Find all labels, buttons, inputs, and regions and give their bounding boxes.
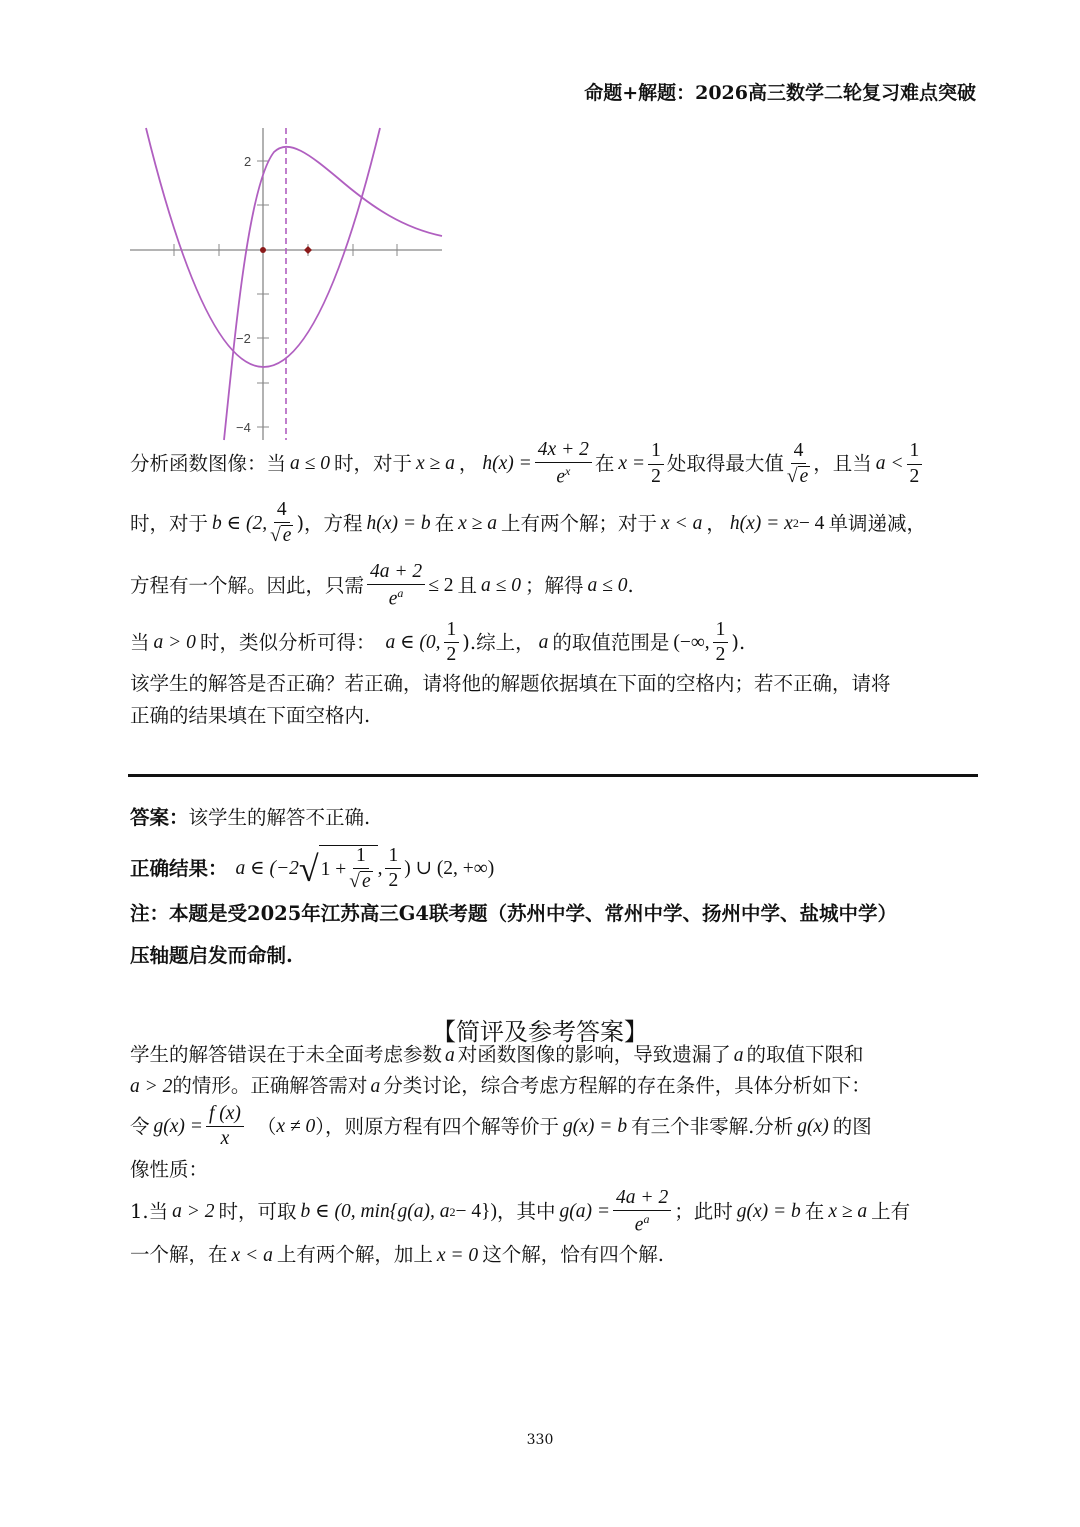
review-line-6: 一个解，在 x < a 上有两个解，加上 x = 0 这个解，恰有四个解. [130, 1243, 664, 1266]
analysis-line-1: 分析函数图像：当 a ≤ 0 时，对于 x ≥ a ， h(x) = $\frac{4x + 2}{e^x}$ 在 x = $\frac{1}{2}$ 处取得最大值 $\frac{4}{√ e}$ ，且当 a < $\frac{1}{2}$ [130, 440, 980, 488]
page-number: 330 [526, 1432, 554, 1448]
review-line-1: 学生的解答错误在于未全面考虑参数 a 对函数图像的影响，导致遗漏了 a 的取值下限和 [130, 1043, 864, 1066]
review-line-3: 令 g(x) = $\frac{f (x)}{x}$ （ x ≠ 0 ），则原方程有四个解等价于 g(x) = b 有三个非零解.分析 g(x) 的图 [130, 1103, 872, 1150]
review-line-4: 像性质： [130, 1158, 209, 1181]
analysis-line-3: 方程有一个解。因此，只需 $\frac{4a + 2}{e^a}$ ≤ 2 且 a ≤ 0 ；解得 a ≤ 0 . [130, 561, 634, 610]
analysis-line-6: 正确的结果填在下面空格内. [130, 704, 371, 727]
note-line-1: 注：本题是受2025年江苏高三G4联考题（苏州中学、常州中学、扬州中学、盐城中学） [130, 902, 897, 925]
result-line: 正确结果： a ∈ (−2 √ 1 + $\frac{1}{√ e}$ , $\frac{1}{2}$ ) ∪ (2, +∞) [130, 845, 495, 893]
analysis-line-4: 当 a > 0 时，类似分析可得： a ∈ (0, $\frac{1}{2}$ ).综上， a 的取值范围是 (−∞, $\frac{1}{2}$ ). [130, 619, 746, 666]
analysis-line-2: 时，对于 b ∈ (2, $\frac{4}{√ e}$ )，方程 h(x) = b 在 x ≥ a 上有两个解；对于 x < a ， h(x) = x 2 − 4 单调递减， [130, 499, 926, 547]
review-line-2: a > 2的情形。正确解答需对 a 分类讨论，综合考虑方程解的存在条件，具体分析如下： [130, 1074, 871, 1097]
function-graph [124, 124, 449, 444]
exp-curve [224, 147, 442, 440]
origin-point [260, 247, 266, 253]
y-tick-label: 2 [244, 154, 252, 169]
review-line-5: 1.当 a > 2 时，可取 b ∈ (0, min{g(a), a 2 − 4}) ，其中 g(a) = $\frac{4a + 2}{e^a}$ ；此时 g(x) = b 在 x ≥ a 上有 [130, 1187, 911, 1236]
answer-line: 答案：该学生的解答不正确. [130, 806, 371, 829]
section-title: 【简评及参考答案】 [432, 1018, 648, 1046]
analysis-line-5: 该学生的解答是否正确？若正确，请将他的解题依据填在下面的空格内；若不正确，请将 [130, 672, 891, 695]
half-point [304, 246, 312, 254]
note-line-2: 压轴题启发而命制. [130, 944, 293, 967]
answer-divider [128, 774, 978, 777]
y-tick-label: −2 [236, 331, 251, 346]
y-tick-label: −4 [236, 420, 251, 435]
page-header: 命题+解题：2026高三数学二轮复习难点突破 [584, 82, 976, 104]
